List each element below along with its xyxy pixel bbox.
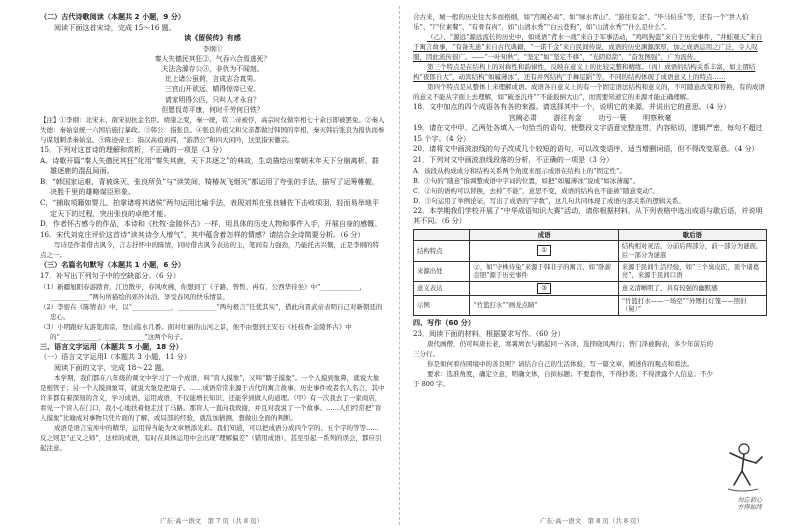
- reading-passage: 本学期，我们都在八年级的课文中学习了一个成语，叫“盲人摸象”，又叫“瞎子摸象”。一个人摸到象鼻，就说大象是根管子；另一个人摸到象耳，就说大象是把扇子。……成语常常来源于古代的寓言故事、历史事件或者名人名言，其中许多都有着深刻的含义，学习成语、运用成语，不仅能增长知识，还能学到做人的道理。（甲）有一次我去了一家商店，看见一个盲人在门口，我小心地扶着他走过了马路。那盲人一直向我致谢，并且对我说了一个故事。……人们经常把“盲人摸象”比喻成对事物只凭片面的了解，或局部的经验，就乱加猜测，想做出全面的判断。: [40, 374, 385, 423]
- language-intro: 阅读下面的文字，完成 18～22 题。: [54, 362, 169, 372]
- question-19: 19．请在文中甲、乙两处各填入一句恰当的语句，使整段文字语意完整连贯，内容贴切，逻辑严密，每句不超过 15 个字。（4 分）: [413, 123, 763, 143]
- q21-option-c: C．②句的语构可以替换，去掉“不能”，意思不变，成语的结构也不能被“随意变动”。: [413, 186, 659, 195]
- q17-item-3: （3）小明跟好友游览南京，登山临水几番。面对壮丽的山河之景，他不由想到王安石《桂枝香·金陵怀古》中的“____________，____________”这两个句子。: [40, 322, 352, 341]
- right-page: [413, 12, 767, 389]
- table-cell: ②，如“守株待兔”来源于韩非子的寓言，如“卧薪尝胆”源于历史事件: [470, 261, 618, 281]
- table-cell: 意义清晰明了，具有较强的幽默感: [618, 281, 766, 295]
- page-divider: [399, 6, 400, 525]
- table-cell: “竹篮打水——一场空”“外甥打灯笼——照旧（舅）”: [618, 295, 766, 315]
- q23-requirements: 要求：选准角度，确定立意，明确文体，自拟标题；不要套作，不得抄袭；不得泄露个人信息；不少于 800 字。: [413, 370, 713, 389]
- poem-line: 夫法含滌存公③，非仇为不闻刻。: [161, 64, 264, 73]
- q21-option-d: D．③句运用了举例论证，写出了成语的“字数”，这几句共同体现了成语内部关系的逻辑关系。: [413, 196, 685, 205]
- q18-idioms: [413, 113, 767, 124]
- table-cell: 来源于民间生活经验，如“三个臭皮匠，顶个诸葛亮”，来源于民间口语: [618, 261, 766, 281]
- q15-option-b: B．“韩国家运难，背被诛灭，张良所负”与“读笑间，犄椿灰飞烟灭”都运用了夸张的手法，描写了运筹帷幄，决胜千里的雄略谋臣形象。: [40, 176, 379, 197]
- poem-line: 比上诸公虽荷，言成志合真男。: [164, 75, 261, 84]
- table-header: 成语: [470, 229, 618, 241]
- question-20: 20．请将文中画波浪线的句子改成几个较短的语句，可以改变语序，适当增删词语，但不得改变原意。（4 分）: [413, 144, 759, 154]
- table-row: [414, 281, 767, 295]
- q21-option-b: B．①句的“随意”指调整成语中字词的位置，如把“如履薄冰”说成“如冰薄履”。: [413, 176, 640, 185]
- q23-task: 你是如何看待困境中的善良呢？请结合自己的生活体验，写一篇文章，阐述你的观点和看法。: [427, 360, 694, 369]
- poem-line: 三宫山开欲远，晴得惊帝已安。: [164, 85, 261, 94]
- table-row: [414, 241, 767, 261]
- q16-note: 写诗是作者借古讽今，言志抒怀中的陈情，同时借古讽今表达的主，笔间有力强劲，乃能托古兴慨，正是李纲的特点之一。: [40, 241, 379, 260]
- question-16: 16．宋代刘克庄评价这首诗“读其诗令人增气”，其中蕴含着怎样的情感？请结合全诗简要分析。（6 分）: [40, 229, 365, 239]
- question-17: 17．补写出下列句子中的空缺部分。（6 分）: [40, 270, 180, 280]
- question-22: 22．本学期我们学校开展了“中华成语知识大赛”活动，请你根据材料，从下列表格中选出成语与歇后语，并说明其不同。（6 分）: [413, 205, 763, 226]
- idiom: 宫阙必肃: [508, 112, 537, 122]
- table-cell: 来源出处: [414, 261, 470, 281]
- table-row: [414, 261, 767, 281]
- table-header-row: [414, 229, 767, 241]
- section-title-recitation: （三）名篇名句默写（本题共 1 小题，6 分）: [40, 260, 185, 270]
- section-title-poetry: （二）古代诗歌阅读（本题共 2 小题，9 分）: [40, 12, 185, 21]
- poem-line: 但愿侃苛平康，何时千劳何日铁？: [161, 105, 264, 114]
- q23-material: 唐代画僧，仍可叫唐长老，寒暑鸠衣与鹤起同一各泽，选择晓风两行；普门泽被胸表，多少年前后的三分行。: [413, 340, 713, 359]
- table-cell: 结构相对灵活，分前后两部分，前一部分为谜面，后一部分为谜底: [618, 241, 766, 261]
- passage-yi: （乙）、“源远”源远流长的历史中，如成语“背水一战”来自于军事活动，“鸡鸣狗盗”来自于历史事件，“井蛙观天”来自于寓言故事，“有备无患”来自古代典籍，“一诺千金”来自民间传说，成语的历史渊源深厚，加之成语运用之广泛，令人叹服，因此流传很广。——“一叶知秋”，“坚定”如“坚定不移”，“光阴似箭”，“奋发图强”，广为流传。: [413, 33, 763, 61]
- table-cell: “竹篮打水”“画龙点睛”: [470, 295, 618, 315]
- question-15: 15．下列对这首诗的理解和赏析，不正确的一项是（3 分）: [40, 145, 227, 154]
- section-title-writing: 四、写作（60 分）: [413, 317, 475, 327]
- passage-continued: 合古来，城一般的历史往大多而格纲，如“宫阙必肃”、如“绿水青山”、“游往有金”、“毕马伯乐”等，还有一个“世人伯乐”、“尸位素餐”、“有骨有肉”，如“山清水秀”“白云苍狗”，如“山清水秀”“什么是什么”。: [413, 13, 749, 31]
- q15-option-d: D．作者怀古感今的作品，本诗和《杜牧·金陵怀古》一样，用具体的历史人物和事件入手，开展自身的感慨。: [40, 219, 382, 229]
- q17-item-1: （1）新疆旭阳春游踏青，江边散步，春风吹拂，你想到了《子路、曾皙、冉有、公西华侍坐》中“____________，____________”两句所描绘的郊外沐浴、享受春风的快乐情景。: [40, 282, 366, 301]
- table-cell: 结构特点: [414, 241, 470, 261]
- calligraphy-figure-icon: [718, 439, 766, 497]
- table-cell: 示例: [414, 295, 470, 315]
- idiom: 功亏一篑: [598, 112, 627, 122]
- poem-body: [40, 54, 385, 115]
- comparison-table: [413, 229, 767, 316]
- section-subtitle-language: （一）语言文字运用Ⅰ（本题共 3 小题，11 分）: [40, 352, 191, 362]
- section-intro: 阅读下面这首宋诗，完成 15～16 题。: [54, 22, 176, 32]
- table-cell: ①: [470, 241, 618, 261]
- q17-item-2: （2）李密在《陈情表》中，以“____________，____________”两句极言“任优其实”，借此向晋武帝表明自己对新朝廷的忠心。: [40, 302, 383, 321]
- poem-note: 【注】①李纲：北宋末、南宋初抗金名臣。靖康之变，秦一统，钦二帝被俘，高宗时仅做宰相七十余日即被罢免。②秦人失德：秦始皇统一六国后施行暴政。③韩公：指张良。④张良的祖父和父亲都做过韩国的宰相，秦灭韩后张良为报仇而参与谋划刺杀秦始皇。⑤陈迹帝王：指汉高祖刘邦，“游潜公”和四大闲吟，这里指宋徽宗。: [40, 116, 385, 144]
- page-footer-right: 广东·高一语文 第 8 页（共 8 页）: [540, 517, 644, 525]
- idiom: 游往有金: [553, 112, 582, 122]
- section-title-language: 三、语言文字运用（本题共 5 小题，18 分）: [40, 341, 183, 351]
- passage-fourth: 第四个特点是从整体上来理解成语。成语各自意义上的有一个固定语法结构和意义的，不可随意改变和替换，有的成语的意义不能从字面上去理解，如“破釜沉舟”“不能扳倒大山”，而需要知道它的来源才能正确理解。: [413, 83, 765, 101]
- table-header: 歇后语: [618, 229, 766, 241]
- q15-option-c: C．“捕取项籍如婴儿，拍掌诸将其诸侯”两句运用比喻手法，表现刘邦在张良辅佐下击败项羽，轻而易举地平定天下的过程，突出张良的卓绝才能。: [40, 197, 379, 218]
- table-header: [414, 229, 470, 241]
- question-23: 23．阅读下面的材料，根据要求写作。（60 分）: [413, 328, 565, 338]
- poem-author: 李纲①: [202, 44, 223, 53]
- table-cell: 意义表达: [414, 281, 470, 295]
- question-21: 21．下列对文中画波浪线段落的分析，不正确的一项是（3 分）: [413, 154, 614, 164]
- idiom: 明察秋毫: [643, 112, 672, 122]
- q21-option-a: A．该段从构成成分和结构关系两个角度来展示成语在结构上的“固定性”。: [413, 166, 626, 175]
- poem-line: 请家明得公匹，只叫人才永自？: [164, 95, 261, 104]
- poem-line: 秦人失德民其狂②，气吞六合焉逃死？: [154, 54, 271, 63]
- page-footer-left: 广东·高一语文 第 7 页（共 8 页）: [160, 517, 264, 525]
- poem-title: 读《留侯传》有感: [184, 33, 241, 43]
- seal-caption: 勿忘初心 方得始终: [737, 497, 762, 511]
- left-page: [40, 12, 385, 453]
- passage-third: 第三个特点是在结构上的对称性和韵律性，反映在意义上的比较完整和精练。（丙）成语的结构关系丰富，如主谓结构“夜郎自大”，动宾结构“如履薄冰”，还有并列结构“手舞足蹈”等，不同的结构体现了成语意义上的特点……: [413, 63, 756, 81]
- table-cell: ③: [470, 281, 618, 295]
- table-row: [414, 295, 767, 315]
- reading-passage-2: 成语是语言宝库中的精华，运用得当能为文章增添光彩。我们知道，可以把成语分成四个字的、五个字的等等……反之则是“正义之师”，这样的成语，有时在具体运用中会出现“理解偏差”（错用成语），甚至引起一系列的误会，都应引起注意。: [40, 424, 382, 453]
- q15-option-a: A．诗歌开篇“秦人失德民其狂”化用“秦失其鹿，天下共逐之”的典故，生动描绘出秦朝末年天下分崩离析、群雄逐鹿的混乱局面。: [40, 155, 379, 176]
- question-18: 18．文中加点的四个成语各有各的来源。请选择其中一个，说明它的来源，并说出它的意思。（4 分）: [413, 102, 731, 111]
